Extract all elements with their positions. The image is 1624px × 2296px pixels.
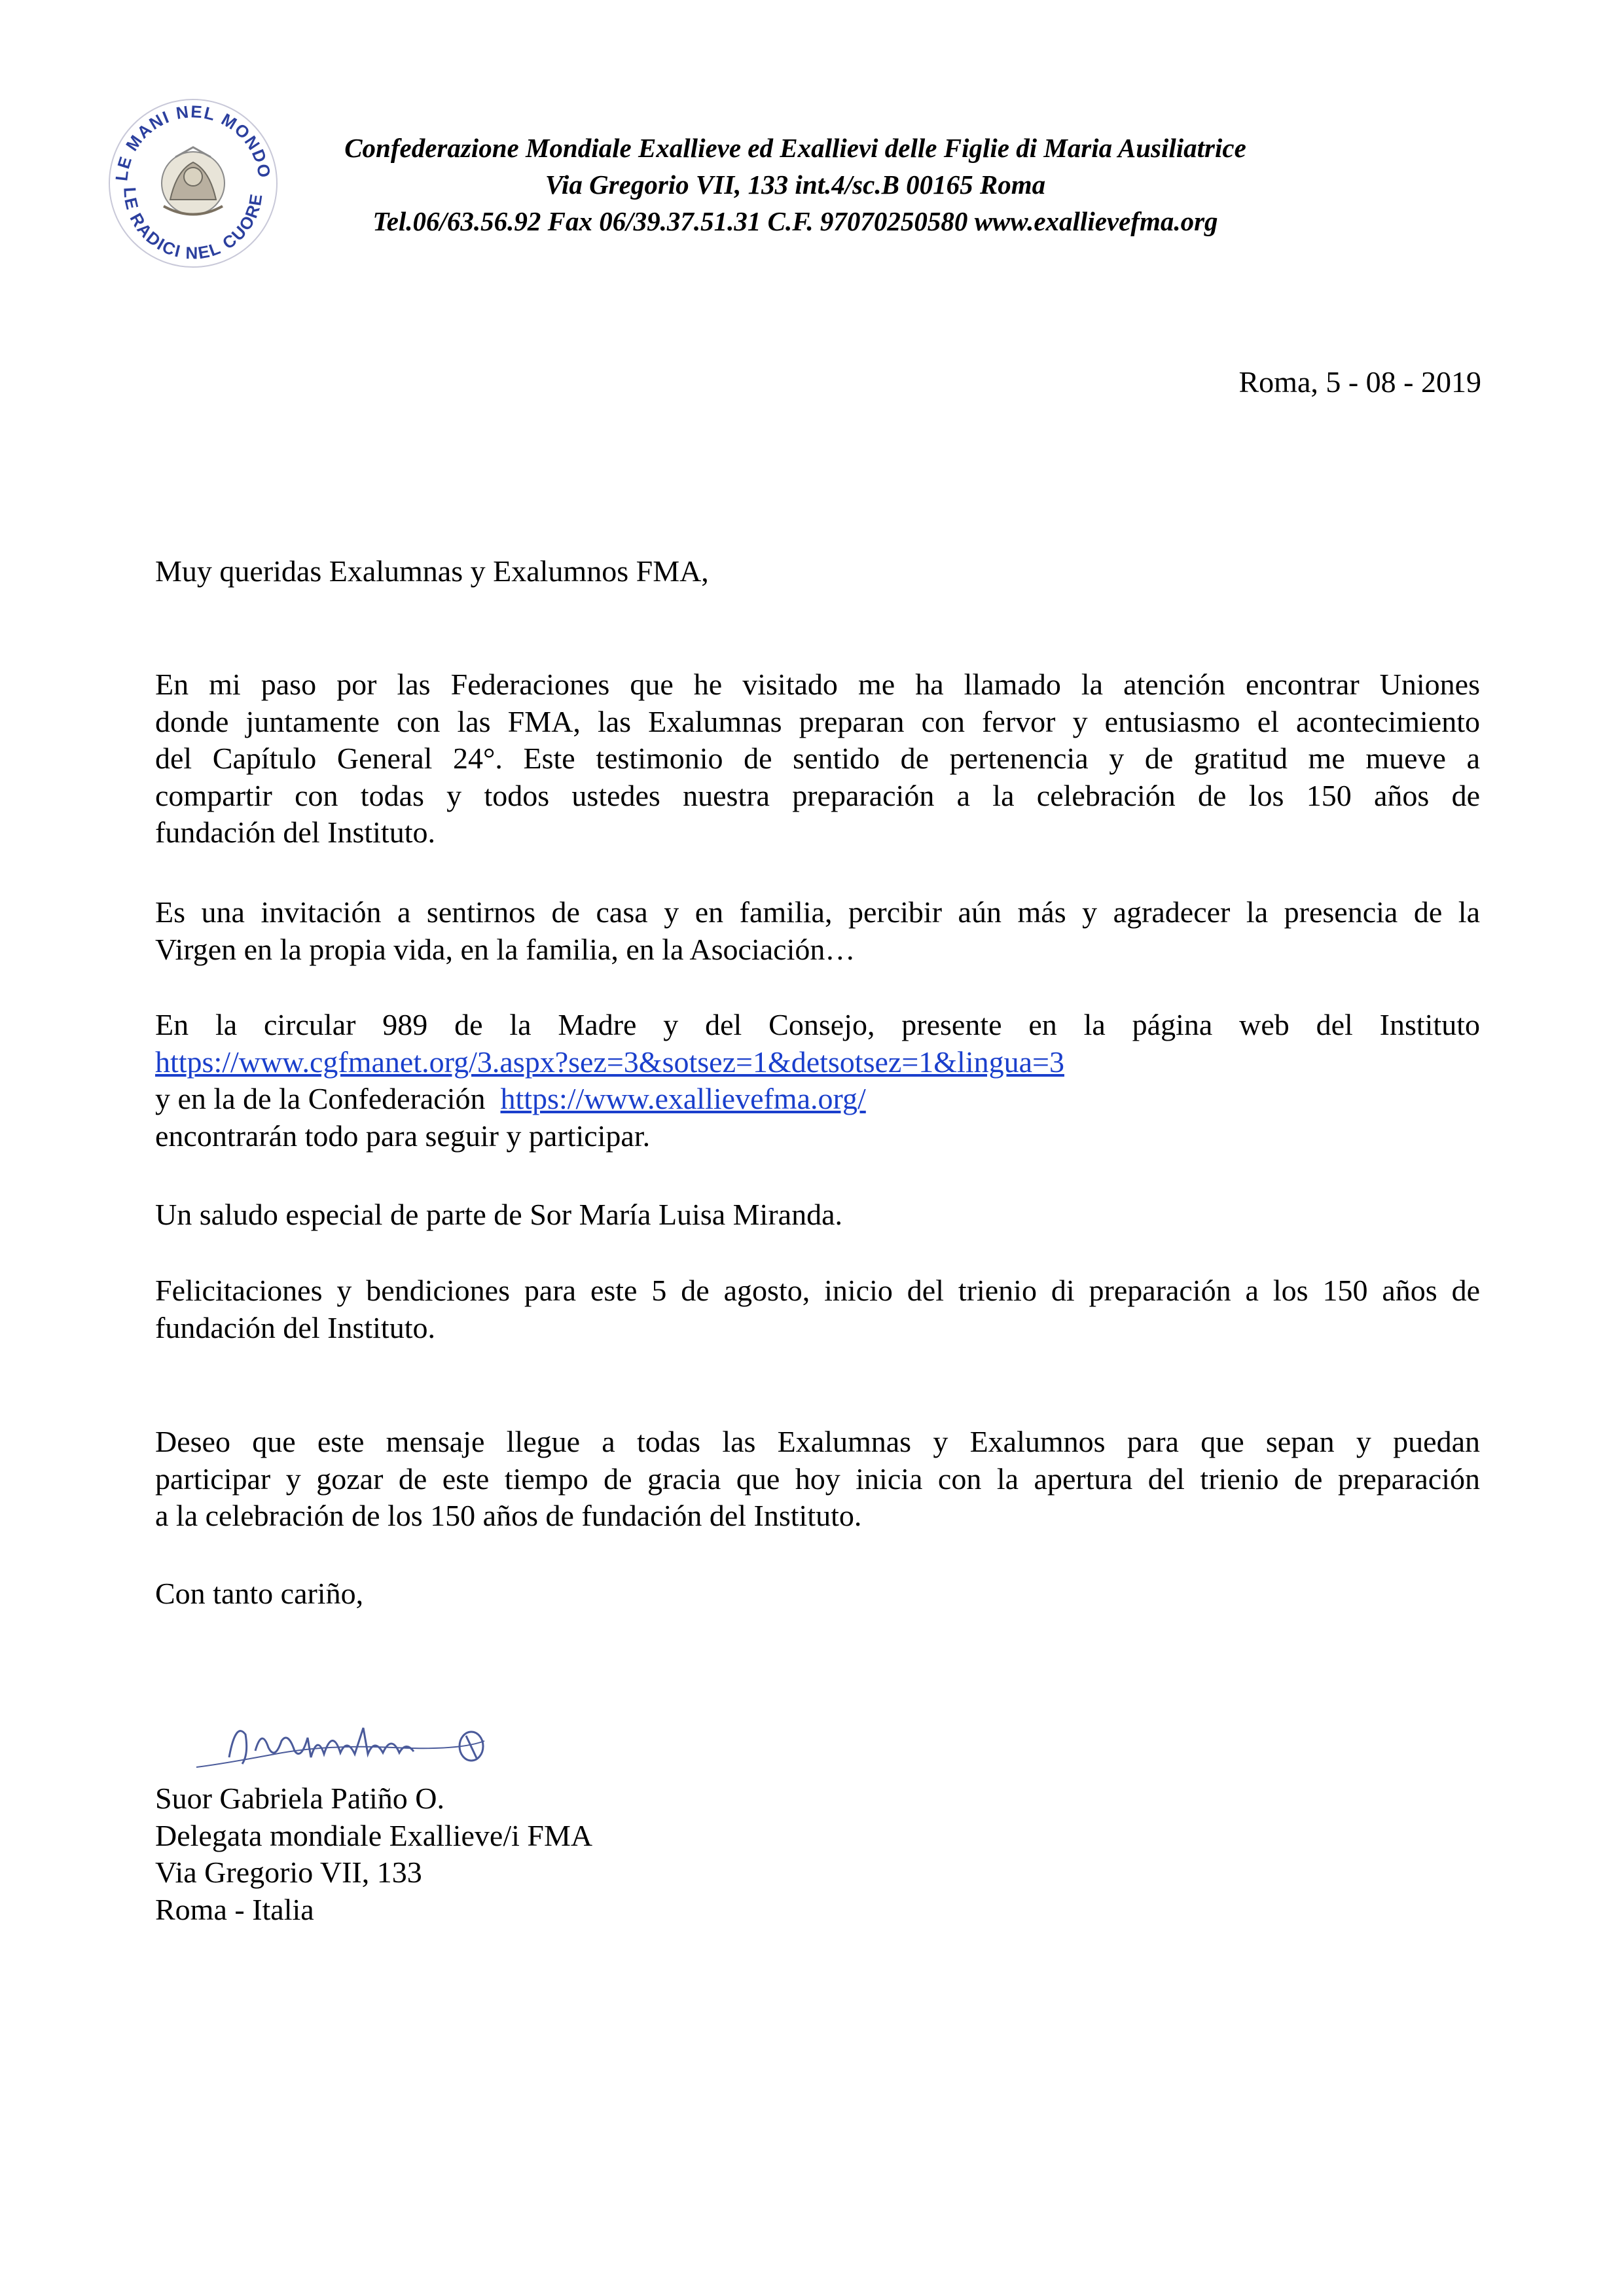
sender-role: Delegata mondiale Exallieve/i FMA bbox=[155, 1818, 593, 1852]
paragraph-line: En la circular 989 de la Madre y del Consejo, presente en la página web del Instituto bbox=[155, 1008, 1480, 1041]
paragraph-line: a la celebración de los 150 años de fundación del Instituto. bbox=[155, 1499, 862, 1532]
paragraph-line: En mi paso por las Federaciones que he visitado me ha llamado la atención encontrar Uniones bbox=[155, 668, 1480, 701]
paragraph-4: Un saludo especial de parte de Sor María Luisa Miranda. bbox=[155, 1198, 842, 1231]
cgfmanet-link[interactable]: https://www.cgfmanet.org/3.aspx?sez=3&sotsez=1&detsotsez=1&lingua=3 bbox=[155, 1045, 1064, 1079]
letterhead-organization: Confederazione Mondiale Exallieve ed Exallievi delle Figlie di Maria Ausiliatrice bbox=[344, 133, 1246, 163]
handwritten-signature bbox=[183, 1702, 497, 1780]
paragraph-3 bbox=[155, 1007, 1480, 1155]
letterhead bbox=[268, 130, 1322, 240]
paragraph-line: donde juntamente con las FMA, las Exalumnas preparan con fervor y entusiasmo el acontecimiento bbox=[155, 704, 1480, 738]
sender-address: Via Gregorio VII, 133 bbox=[155, 1856, 422, 1889]
paragraph-line: compartir con todas y todos ustedes nuestra preparación a la celebración de los 150 años de bbox=[155, 778, 1480, 812]
paragraph-line: encontrarán todo para seguir y participar. bbox=[155, 1119, 651, 1153]
paragraph-1 bbox=[155, 666, 1480, 852]
logo-bottom-text: LE RADICI NEL CUORE bbox=[120, 187, 266, 263]
sender-block bbox=[155, 1780, 592, 1928]
confederation-link-prefix: y en la de la Confederación bbox=[155, 1082, 486, 1115]
paragraph-line: Deseo que este mensaje llegue a todas las Exalumnas y Exalumnos para que sepan y puedan bbox=[155, 1425, 1480, 1458]
paragraph-line: del Capítulo General 24°. Este testimonio de sentido de pertenencia y de gratitud me mueve a bbox=[155, 742, 1480, 775]
paragraph-line bbox=[155, 1044, 1480, 1081]
paragraph-5 bbox=[155, 1272, 1480, 1346]
paragraph-2 bbox=[155, 894, 1480, 968]
paragraph-line: Es una invitación a sentirnos de casa y en familia, percibir aún más y agradecer la presencia de la bbox=[155, 895, 1480, 929]
closing: Con tanto cariño, bbox=[155, 1577, 364, 1610]
paragraph-line: fundación del Instituto. bbox=[155, 816, 435, 849]
greeting: Muy queridas Exalumnas y Exalumnos FMA, bbox=[155, 554, 709, 588]
letterhead-address: Via Gregorio VII, 133 int.4/sc.B 00165 Roma bbox=[545, 170, 1046, 200]
letterhead-contacts: Tel.06/63.56.92 Fax 06/39.37.51.31 C.F. 97070250580 www.exallievefma.org bbox=[372, 206, 1218, 236]
confederation-logo bbox=[98, 85, 288, 275]
sender-city: Roma - Italia bbox=[155, 1892, 314, 1926]
letter-date: Roma, 5 - 08 - 2019 bbox=[1238, 365, 1481, 399]
paragraph-line: participar y gozar de este tiempo de gracia que hoy inicia con la apertura del trienio de preparación bbox=[155, 1462, 1480, 1496]
paragraph-line bbox=[155, 1081, 1480, 1118]
exallievefma-link[interactable]: https://www.exallievefma.org/ bbox=[500, 1082, 866, 1115]
paragraph-6 bbox=[155, 1424, 1480, 1535]
sender-name: Suor Gabriela Patiño O. bbox=[155, 1782, 445, 1815]
paragraph-line: Felicitaciones y bendiciones para este 5 de agosto, inicio del trienio di preparación a los 150 años de bbox=[155, 1274, 1480, 1307]
paragraph-line: fundación del Instituto. bbox=[155, 1310, 435, 1344]
paragraph-line: Virgen en la propia vida, en la familia, en la Asociación… bbox=[155, 932, 856, 966]
logo-top-text: LE MANI NEL MONDO bbox=[111, 101, 275, 183]
